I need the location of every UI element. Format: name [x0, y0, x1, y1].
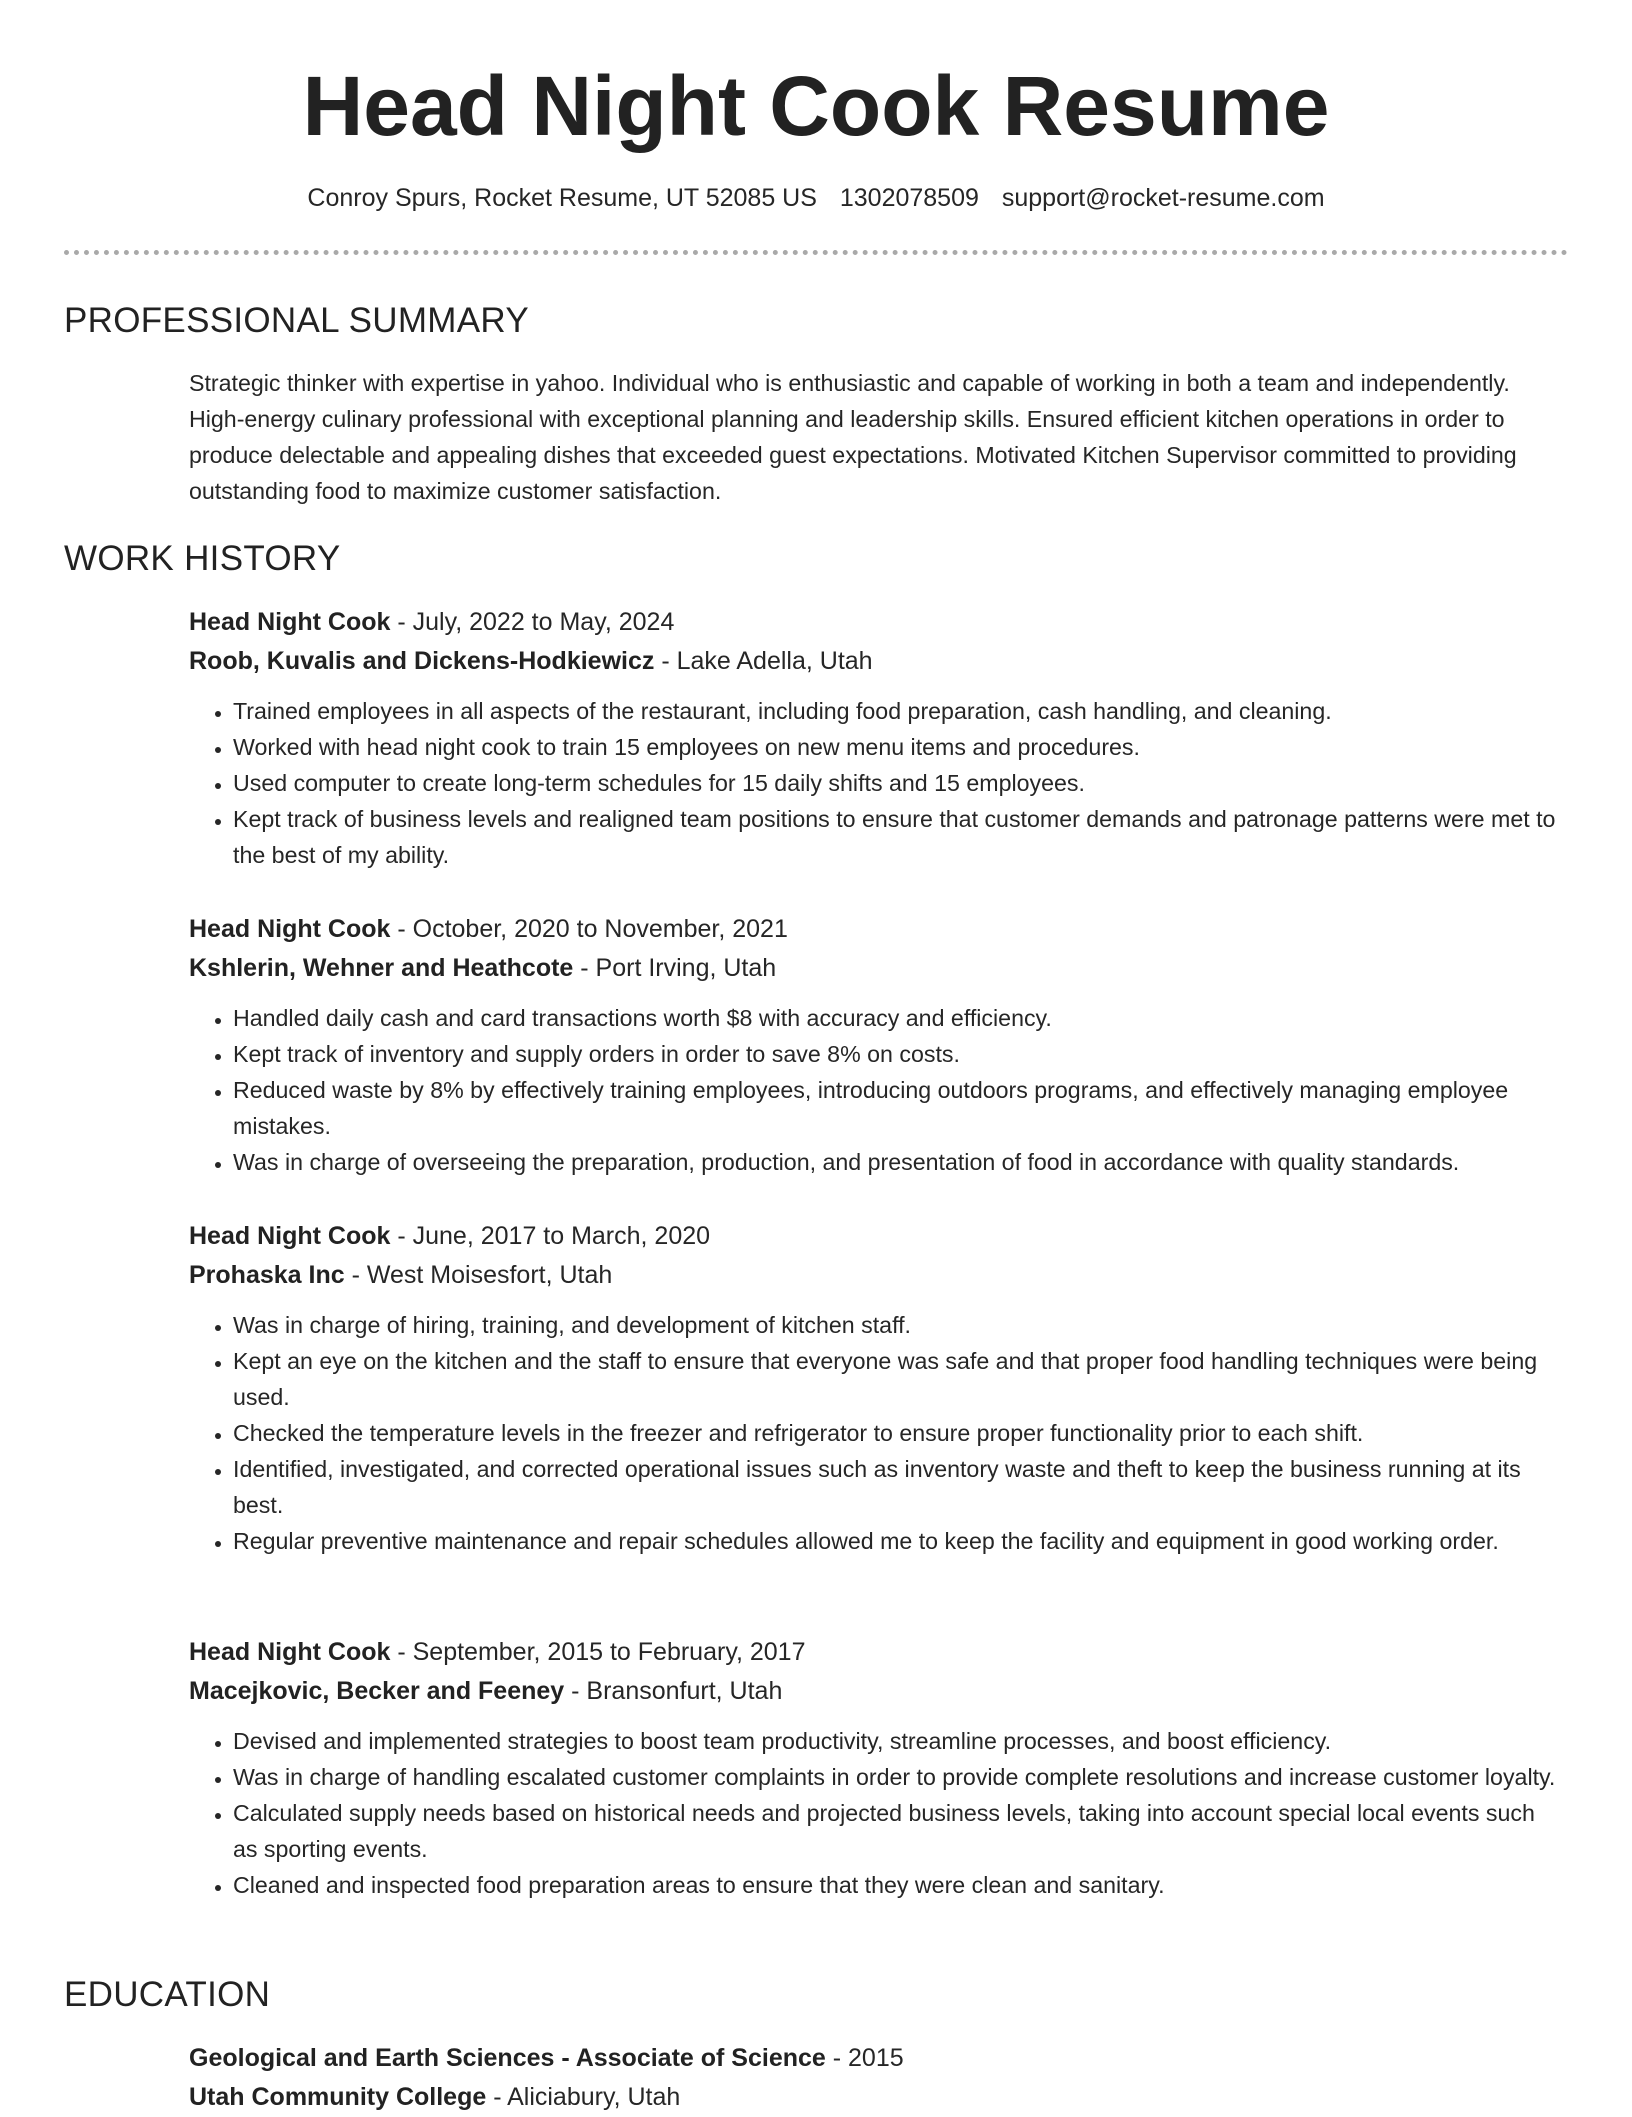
- job-entry: [189, 603, 1569, 873]
- job-dates: - June, 2017 to March, 2020: [390, 1222, 711, 1250]
- job-bullet: • Handled daily cash and card transactions worth $8 with accuracy and efficiency.: [233, 1000, 1563, 1036]
- education-degree: Geological and Earth Sciences - Associate of Science: [189, 2044, 826, 2072]
- job-bullet: • Devised and implemented strategies to boost team productivity, streamline processes, and boost efficiency.: [233, 1723, 1563, 1759]
- education-entry: [189, 2039, 1569, 2117]
- job-company: Macejkovic, Becker and Feeney: [189, 1677, 565, 1705]
- job-dates: - July, 2022 to May, 2024: [390, 608, 675, 636]
- job-company-line: [189, 949, 1569, 988]
- job-bullet: • Used computer to create long-term schedules for 15 daily shifts and 15 employees.: [233, 765, 1563, 801]
- contact-phone[interactable]: 1302078509: [839, 184, 979, 212]
- job-bullet: • Cleaned and inspected food preparation areas to ensure that they were clean and sanitary.: [233, 1867, 1563, 1903]
- education-heading: EDUCATION: [64, 1975, 271, 2014]
- job-bullet: • Worked with head night cook to train 15 employees on new menu items and procedures.: [233, 729, 1563, 765]
- job-bullet: • Kept an eye on the kitchen and the staff to ensure that everyone was safe and that proper food handling techniques were being used.: [233, 1343, 1563, 1415]
- job-title: Head Night Cook: [189, 915, 391, 943]
- job-location: - Lake Adella, Utah: [654, 647, 873, 675]
- job-entry: [189, 1217, 1569, 1559]
- job-title: Head Night Cook: [189, 608, 391, 636]
- job-entry: [189, 910, 1569, 1180]
- job-bullet: • Was in charge of handling escalated customer complaints in order to provide complete resolutions and increase customer loyalty.: [233, 1759, 1563, 1795]
- job-company: Prohaska Inc: [189, 1261, 345, 1289]
- job-title-line: [189, 603, 1569, 642]
- job-dates: - September, 2015 to February, 2017: [390, 1638, 806, 1666]
- job-location: - Port Irving, Utah: [573, 954, 777, 982]
- job-dates: - October, 2020 to November, 2021: [390, 915, 788, 943]
- contact-line: [0, 180, 1632, 216]
- job-bullet: • Was in charge of hiring, training, and development of kitchen staff.: [233, 1307, 1563, 1343]
- job-bullet: • Checked the temperature levels in the freezer and refrigerator to ensure proper functionality prior to each shift.: [233, 1415, 1563, 1451]
- job-bullet: • Kept track of business levels and realigned team positions to ensure that customer demands and patronage patterns were met to the best of my ability.: [233, 801, 1563, 873]
- job-company-line: [189, 1672, 1569, 1711]
- job-bullet: • Identified, investigated, and corrected operational issues such as inventory waste and theft to keep the business running at its best.: [233, 1451, 1563, 1523]
- job-bullet: • Was in charge of overseeing the preparation, production, and presentation of food in accordance with quality standards.: [233, 1144, 1563, 1180]
- education-degree-line: [189, 2039, 1569, 2078]
- education-school: Utah Community College: [189, 2083, 487, 2111]
- job-company: Kshlerin, Wehner and Heathcote: [189, 954, 574, 982]
- contact-email[interactable]: support@rocket-resume.com: [1001, 184, 1325, 212]
- contact-address: Conroy Spurs, Rocket Resume, UT 52085 US: [307, 184, 817, 212]
- job-title: Head Night Cook: [189, 1222, 391, 1250]
- job-bullets: [189, 1000, 1563, 1180]
- job-bullet: • Regular preventive maintenance and repair schedules allowed me to keep the facility and equipment in good working order.: [233, 1523, 1563, 1559]
- education-location: - Aliciabury, Utah: [486, 2083, 681, 2111]
- job-bullet: • Trained employees in all aspects of the restaurant, including food preparation, cash handling, and cleaning.: [233, 693, 1563, 729]
- job-bullet: • Kept track of inventory and supply orders in order to save 8% on costs.: [233, 1036, 1563, 1072]
- job-location: - West Moisesfort, Utah: [344, 1261, 613, 1289]
- job-location: - Bransonfurt, Utah: [564, 1677, 783, 1705]
- job-bullets: [189, 1723, 1563, 1903]
- job-bullet: • Reduced waste by 8% by effectively training employees, introducing outdoors programs, and effectively managing employee mistakes.: [233, 1072, 1563, 1144]
- job-bullets: [189, 1307, 1563, 1559]
- summary-heading: PROFESSIONAL SUMMARY: [64, 301, 529, 340]
- job-bullet: • Calculated supply needs based on historical needs and projected business levels, taking into account special local events such as sporting events.: [233, 1795, 1563, 1867]
- job-title: Head Night Cook: [189, 1638, 391, 1666]
- job-title-line: [189, 910, 1569, 949]
- job-title-line: [189, 1217, 1569, 1256]
- resume-title: Head Night Cook Resume: [302, 59, 1330, 153]
- job-company: Roob, Kuvalis and Dickens-Hodkiewicz: [189, 647, 655, 675]
- education-school-line: [189, 2078, 1569, 2117]
- work-history-heading: WORK HISTORY: [64, 539, 341, 578]
- education-year: - 2015: [825, 2044, 904, 2072]
- job-company-line: [189, 642, 1569, 681]
- summary-text: Strategic thinker with expertise in yahoo. Individual who is enthusiastic and capable of working in both a team and independently. High-energy culinary professional with exceptional planning and leadership skills. Ensured efficient kitchen operations in order to produce delectable and appealing dishes that exceeded guest expectations. Motivated Kitchen Supervisor committed to providing outstanding food to maximize customer satisfaction.: [189, 370, 1517, 504]
- header-divider: [64, 250, 1568, 255]
- job-bullets: [189, 693, 1563, 873]
- job-title-line: [189, 1633, 1569, 1672]
- job-entry: [189, 1633, 1569, 1903]
- job-company-line: [189, 1256, 1569, 1295]
